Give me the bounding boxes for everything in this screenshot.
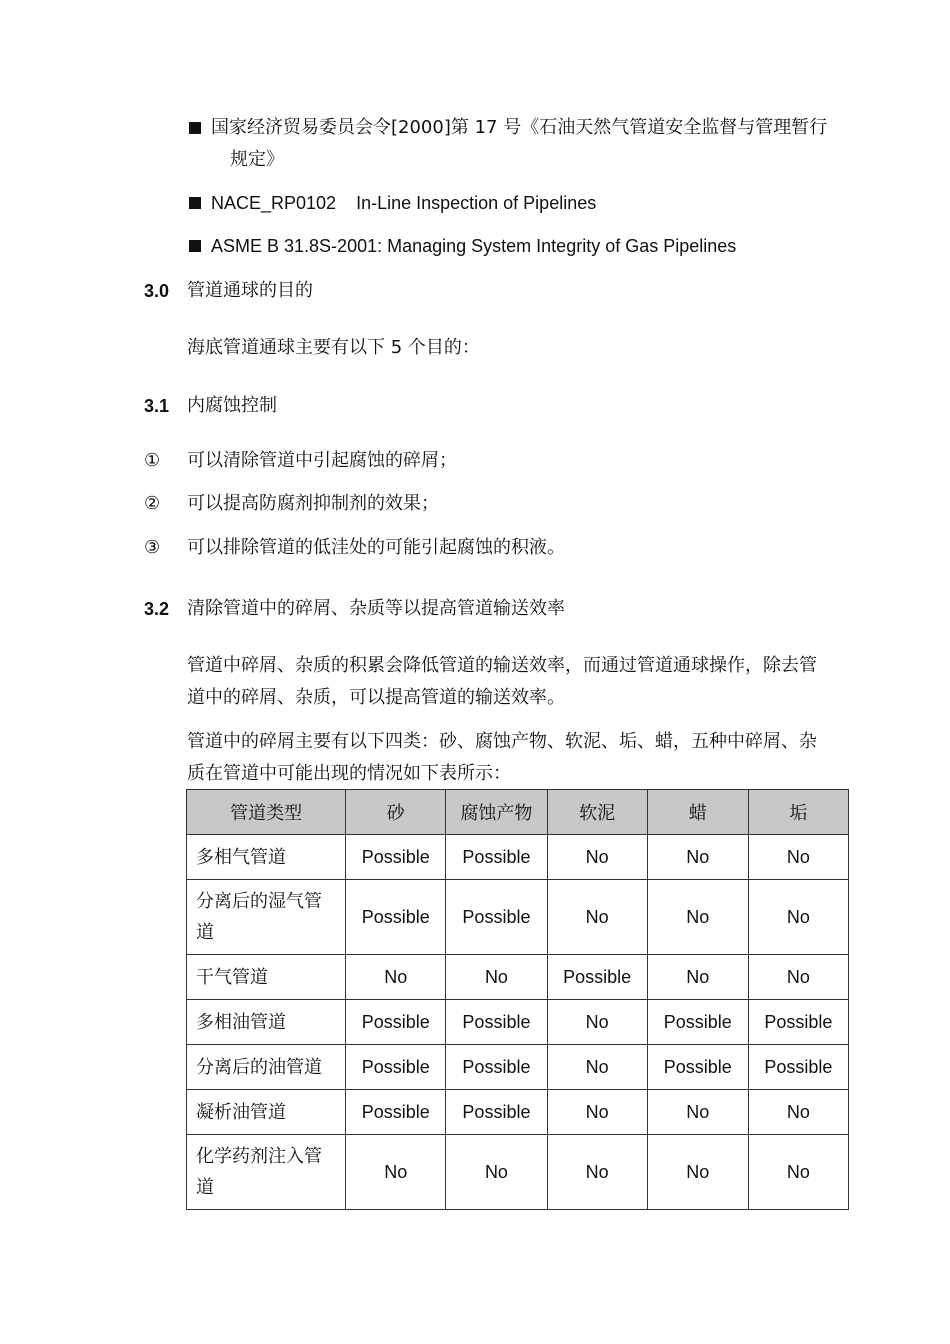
list-item: 可以提高防腐剂抑制剂的效果； <box>187 493 439 514</box>
table-cell: Possible <box>346 880 446 955</box>
table-cell: No <box>446 1135 547 1210</box>
table-cell: Possible <box>446 1090 547 1135</box>
table-cell: No <box>647 880 748 955</box>
pipeline-type-cell: 分离后的湿气管道 <box>187 880 346 955</box>
bullet-icon <box>189 240 201 252</box>
table-cell: Possible <box>346 1000 446 1045</box>
table-row <box>187 1000 849 1045</box>
reference-1-line1: 国家经济贸易委员会令[2000]第 17 号《石油天然气管道安全监督与管理暂行 <box>211 117 828 138</box>
list-item: 可以排除管道的低洼处的可能引起腐蚀的积液。 <box>187 537 565 558</box>
table-cell: Possible <box>446 1045 547 1090</box>
pipeline-type-cell: 多相气管道 <box>187 835 346 880</box>
reference-3: ASME B 31.8S-2001: Managing System Integrity of Gas Pipelines <box>211 236 737 256</box>
table-row <box>187 1090 849 1135</box>
list-marker: ① <box>144 450 161 471</box>
table-cell: No <box>547 1135 647 1210</box>
table-cell: Possible <box>446 880 547 955</box>
table-cell: No <box>446 955 547 1000</box>
table-header-row <box>187 790 849 835</box>
table-cell: No <box>748 835 848 880</box>
table-cell: No <box>647 1090 748 1135</box>
section-3-0-title: 管道通球的目的 <box>187 280 313 301</box>
pipeline-type-cell: 干气管道 <box>187 955 346 1000</box>
header-scale: 垢 <box>748 790 848 835</box>
debris-occurrence-table <box>186 789 849 1210</box>
pipeline-type-cell: 多相油管道 <box>187 1000 346 1045</box>
list-marker: ③ <box>144 537 161 558</box>
table-cell: Possible <box>748 1045 848 1090</box>
paragraph-1-line1: 管道中碎屑、杂质的积累会降低管道的输送效率，而通过管道通球操作，除去管 <box>187 655 817 676</box>
table-cell: No <box>547 1000 647 1045</box>
table-cell: No <box>748 880 848 955</box>
table-cell: Possible <box>446 1000 547 1045</box>
section-3-0-number: 3.0 <box>144 281 170 301</box>
bullet-icon <box>189 197 201 209</box>
table-row <box>187 835 849 880</box>
table-cell: No <box>547 1090 647 1135</box>
header-sludge: 软泥 <box>547 790 647 835</box>
list-item: 可以清除管道中引起腐蚀的碎屑； <box>187 450 457 471</box>
table-cell: Possible <box>346 1045 446 1090</box>
paragraph-2-line1: 管道中的碎屑主要有以下四类：砂、腐蚀产物、软泥、垢、蜡，五种中碎屑、杂 <box>187 731 817 752</box>
table-row <box>187 1135 849 1210</box>
paragraph-2-line2: 质在管道中可能出现的情况如下表所示： <box>187 763 511 784</box>
bullet-icon <box>189 122 201 134</box>
pipeline-type-cell: 凝析油管道 <box>187 1090 346 1135</box>
table-cell: No <box>748 955 848 1000</box>
table-cell: Possible <box>748 1000 848 1045</box>
table-cell: No <box>748 1135 848 1210</box>
paragraph-1-line2: 道中的碎屑、杂质，可以提高管道的输送效率。 <box>187 687 565 708</box>
table-cell: Possible <box>547 955 647 1000</box>
pipeline-type-cell: 化学药剂注入管道 <box>187 1135 346 1210</box>
reference-1-line2: 规定》 <box>230 149 284 170</box>
table-cell: Possible <box>446 835 547 880</box>
table-row <box>187 1045 849 1090</box>
table-cell: No <box>647 1135 748 1210</box>
table-row <box>187 955 849 1000</box>
table-cell: No <box>547 835 647 880</box>
table-cell: No <box>346 955 446 1000</box>
table-cell: Possible <box>346 1090 446 1135</box>
table-cell: Possible <box>647 1045 748 1090</box>
table-cell: No <box>346 1135 446 1210</box>
section-3-2-title: 清除管道中的碎屑、杂质等以提高管道输送效率 <box>187 598 565 619</box>
header-pipeline-type: 管道类型 <box>187 790 346 835</box>
table-cell: No <box>748 1090 848 1135</box>
section-3-1-number: 3.1 <box>144 396 170 416</box>
reference-2: NACE_RP0102 In-Line Inspection of Pipelines <box>211 193 597 213</box>
table-cell: No <box>547 880 647 955</box>
section-3-1-title: 内腐蚀控制 <box>187 395 277 416</box>
table-cell: No <box>647 955 748 1000</box>
header-corrosion-products: 腐蚀产物 <box>446 790 547 835</box>
table-cell: No <box>647 835 748 880</box>
header-wax: 蜡 <box>647 790 748 835</box>
table-cell: Possible <box>647 1000 748 1045</box>
header-sand: 砂 <box>346 790 446 835</box>
pipeline-type-cell: 分离后的油管道 <box>187 1045 346 1090</box>
table-cell: No <box>547 1045 647 1090</box>
table-cell: Possible <box>346 835 446 880</box>
list-marker: ② <box>144 493 161 514</box>
section-3-0-intro: 海底管道通球主要有以下 5 个目的： <box>187 337 480 358</box>
table-row <box>187 880 849 955</box>
section-3-2-number: 3.2 <box>144 599 170 619</box>
